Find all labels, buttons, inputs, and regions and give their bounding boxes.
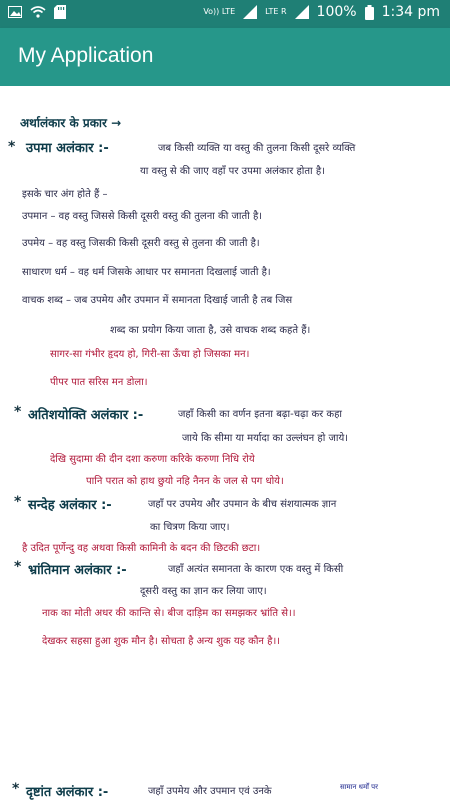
upma-sadharan-dharm: साधारण धर्म – वह धर्म जिसके आधार पर समानता दिखलाई जाती है। bbox=[22, 267, 271, 278]
app-title: My Application bbox=[18, 44, 154, 67]
note-image bbox=[0, 86, 450, 800]
status-bar bbox=[0, 0, 450, 28]
upma-def-1: जब किसी व्यक्ति या वस्तु की तुलना किसी दूसरे व्यक्ति bbox=[158, 143, 356, 154]
upma-upmey: उपमेय – वह वस्तु जिसकी किसी दूसरी वस्तु से तुलना की जाती है। bbox=[22, 238, 260, 249]
bullet-star: * bbox=[14, 559, 22, 575]
bullet-star: * bbox=[14, 494, 22, 510]
upma-vachak-2: शब्द का प्रयोग किया जाता है, उसे वाचक शब्द कहते हैं। bbox=[110, 325, 311, 336]
clock: 1:34 pm bbox=[381, 4, 440, 20]
signal-icon bbox=[295, 5, 309, 19]
bhrantiman-example-1: नाक का मोती अधर की कान्ति से। बीज दाड़िम का समझकर भ्रांति से।। bbox=[42, 608, 296, 619]
bullet-star: * bbox=[14, 404, 22, 420]
upma-upman: उपमान – वह वस्तु जिससे किसी दूसरी वस्तु की तुलना की जाती है। bbox=[22, 211, 263, 222]
lte-label: LTE R bbox=[265, 7, 287, 16]
sandeh-def-2: का चित्रण किया जाए। bbox=[150, 522, 230, 533]
upma-heading: उपमा अलंकार :- bbox=[26, 141, 109, 156]
status-left-icons bbox=[8, 5, 66, 19]
atishyokti-def-1: जहाँ किसी का वर्णन इतना बढ़ा-चढ़ा कर कहा bbox=[178, 409, 343, 420]
image-icon bbox=[8, 6, 22, 18]
atishyokti-heading: अतिशयोक्ति अलंकार :- bbox=[28, 408, 144, 423]
bhrantiman-def-1: जहाँ अत्यंत समानता के कारण एक वस्तु में किसी bbox=[168, 564, 344, 575]
drishtant-heading: दृष्टांत अलंकार :- bbox=[26, 785, 109, 800]
battery-percent: 100% bbox=[316, 4, 357, 20]
sandeh-heading: सन्देह अलंकार :- bbox=[28, 498, 112, 513]
sandeh-example-1: है उदित पूर्णेन्दु वह अथवा किसी कामिनी के बदन की छिटकी छटा। bbox=[22, 543, 261, 554]
atishyokti-example-1: देखि सुदामा की दीन दशा करुणा करिके करुणा निधि रोये bbox=[50, 454, 255, 465]
upma-example-1: सागर-सा गंभीर हृदय हो, गिरी-सा ऊँचा हो जिसका मन। bbox=[50, 349, 250, 360]
sd-card-icon bbox=[54, 5, 66, 19]
battery-icon bbox=[365, 5, 374, 20]
upma-vachak-1: वाचक शब्द – जब उपमेय और उपमान में समानता दिखाई जाती है तब जिस bbox=[22, 295, 293, 306]
bhrantiman-example-2: देखकर सहसा हुआ शुक मौन है। सोचता है अन्य शुक यह कौन है।। bbox=[42, 636, 281, 647]
upma-parts-intro: इसके चार अंग होते हैं – bbox=[22, 189, 108, 200]
upma-example-2: पीपर पात सरिस मन डोला। bbox=[50, 377, 148, 388]
status-right bbox=[203, 4, 440, 20]
signal-icon bbox=[243, 5, 257, 19]
atishyokti-example-2: पानि परात को हाथ छुयो नहि नैनन के जल से पग धोये। bbox=[86, 476, 284, 487]
drishtant-def-1: जहाँ उपमेय और उपमान एवं उनके bbox=[148, 786, 272, 797]
wifi-icon bbox=[30, 6, 46, 18]
app-bar bbox=[0, 28, 450, 86]
bhrantiman-def-2: दूसरी वस्तु का ज्ञान कर लिया जाए। bbox=[140, 586, 267, 597]
volte-icon: Vo)) LTE bbox=[203, 7, 236, 16]
bullet-star: * bbox=[12, 781, 20, 797]
atishyokti-def-2: जाये कि सीमा या मर्यादा का उल्लंघन हो जाये। bbox=[182, 433, 349, 444]
bhrantiman-heading: भ्रांतिमान अलंकार :- bbox=[28, 563, 127, 578]
upma-def-2: या वस्तु से की जाए वहाँ पर उपमा अलंकार होता है। bbox=[140, 166, 325, 177]
bullet-star: * bbox=[8, 139, 16, 155]
sandeh-def-1: जहाँ पर उपमेय और उपमान के बीच संशयात्मक ज्ञान bbox=[148, 499, 337, 510]
drishtant-def-1-tail: सामान धर्मों पर bbox=[340, 783, 379, 791]
note-title: अर्थालंकार के प्रकार → bbox=[20, 116, 122, 130]
